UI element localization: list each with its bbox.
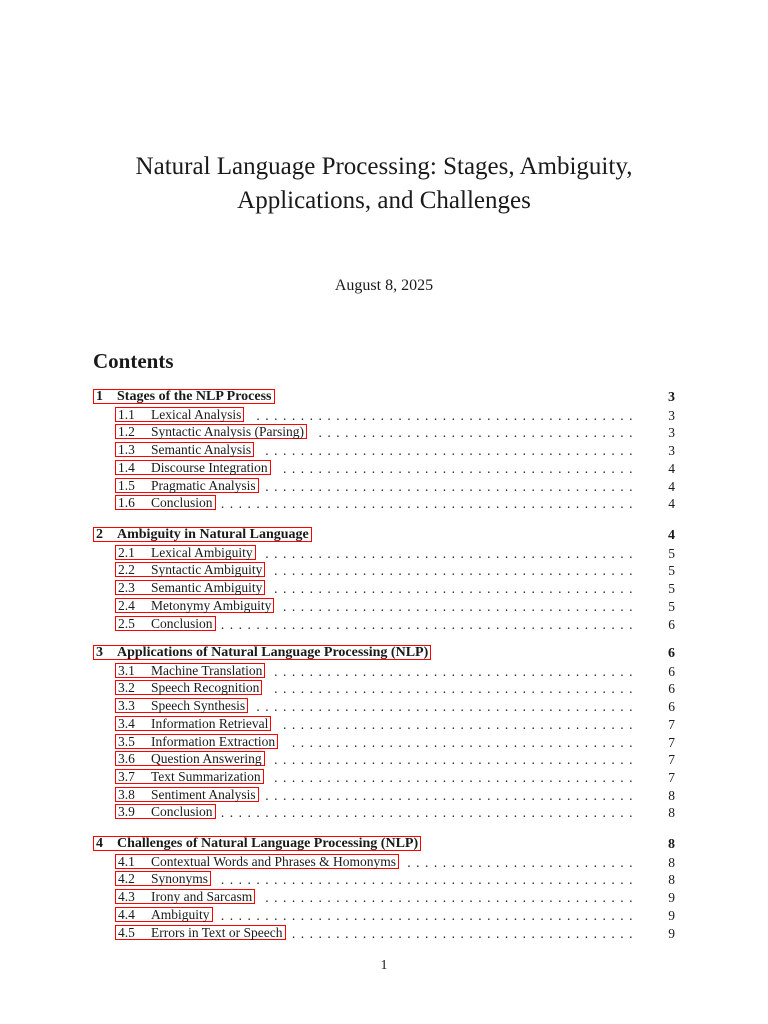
toc-entry-number: 1.4 bbox=[118, 459, 135, 475]
toc-entry-label: Syntactic Ambiguity bbox=[151, 562, 263, 578]
page-number: 1 bbox=[380, 958, 388, 973]
toc-entry-number: 4 bbox=[96, 836, 103, 851]
toc-entry-page: 8 bbox=[668, 854, 675, 870]
toc-subsection-row bbox=[0, 424, 768, 441]
toc-subsection-row bbox=[0, 804, 768, 821]
toc-entry-number: 3 bbox=[96, 645, 103, 660]
toc-dot-leader: .......................... bbox=[407, 854, 638, 870]
document-date: August 8, 2025 bbox=[334, 277, 434, 294]
toc-subsection-link[interactable] bbox=[115, 716, 271, 731]
toc-entry-page: 3 bbox=[668, 407, 675, 423]
toc-dot-leader: ............................................... bbox=[220, 805, 638, 821]
toc-subsection-link[interactable] bbox=[115, 804, 216, 819]
toc-subsection-row bbox=[0, 787, 768, 804]
document-title-line-2: Applications, and Challenges bbox=[237, 187, 531, 214]
toc-section-row bbox=[0, 836, 768, 853]
toc-subsection-link[interactable] bbox=[115, 562, 265, 577]
toc-dot-leader: ......................................... bbox=[274, 581, 638, 597]
toc-subsection-link[interactable] bbox=[115, 545, 256, 560]
document-title-line-1: Natural Language Processing: Stages, Ambiguity, bbox=[135, 153, 633, 180]
toc-entry-label: Pragmatic Analysis bbox=[151, 477, 256, 493]
toc-entry-page: 5 bbox=[668, 545, 675, 561]
toc-dot-leader: ....................................... bbox=[291, 925, 638, 941]
toc-entry-label: Applications of Natural Language Processing (NLP) bbox=[117, 645, 429, 660]
toc-subsection-row bbox=[0, 907, 768, 924]
toc-subsection-link[interactable] bbox=[115, 698, 248, 713]
toc-dot-leader: ........................................ bbox=[283, 460, 638, 476]
toc-dot-leader: ......................................... bbox=[274, 681, 638, 697]
toc-entry-number: 2.5 bbox=[118, 615, 135, 631]
toc-subsection-link[interactable] bbox=[115, 580, 265, 595]
toc-entry-number: 1.6 bbox=[118, 495, 135, 511]
toc-entry-number: 1.3 bbox=[118, 442, 135, 458]
toc-section-link[interactable] bbox=[93, 645, 431, 660]
toc-subsection-row bbox=[0, 889, 768, 906]
toc-section-link[interactable] bbox=[93, 527, 312, 542]
toc-entry-label: Semantic Analysis bbox=[151, 442, 252, 458]
toc-section-row bbox=[0, 645, 768, 662]
toc-entry-label: Information Extraction bbox=[151, 733, 276, 749]
toc-dot-leader: ........................................... bbox=[256, 407, 638, 423]
toc-entry-label: Conclusion bbox=[151, 804, 213, 820]
toc-subsection-link[interactable] bbox=[115, 424, 307, 439]
toc-entry-number: 3.5 bbox=[118, 733, 135, 749]
toc-entry-label: Ambiguity bbox=[151, 906, 210, 922]
toc-subsection-row bbox=[0, 734, 768, 751]
toc-entry-page: 4 bbox=[668, 496, 675, 512]
toc-subsection-row bbox=[0, 663, 768, 680]
toc-entry-number: 4.3 bbox=[118, 889, 135, 905]
toc-subsection-row bbox=[0, 925, 768, 942]
toc-section-row bbox=[0, 389, 768, 406]
toc-subsection-row bbox=[0, 545, 768, 562]
toc-entry-number: 2 bbox=[96, 527, 103, 542]
toc-dot-leader: ............................................... bbox=[220, 496, 638, 512]
toc-subsection-link[interactable] bbox=[115, 495, 216, 510]
toc-entry-page: 5 bbox=[668, 563, 675, 579]
toc-entry-label: Challenges of Natural Language Processing (NLP) bbox=[117, 836, 419, 851]
toc-dot-leader: .......................................... bbox=[265, 443, 638, 459]
toc-subsection-link[interactable] bbox=[115, 734, 278, 749]
toc-entry-number: 1.2 bbox=[118, 424, 135, 440]
toc-subsection-row bbox=[0, 698, 768, 715]
toc-subsection-link[interactable] bbox=[115, 769, 264, 784]
toc-subsection-row bbox=[0, 871, 768, 888]
toc-entry-label: Sentiment Analysis bbox=[151, 786, 256, 802]
toc-subsection-row bbox=[0, 580, 768, 597]
toc-dot-leader: .................................... bbox=[318, 425, 638, 441]
toc-entry-number: 3.8 bbox=[118, 786, 135, 802]
toc-subsection-row bbox=[0, 495, 768, 512]
toc-entry-label: Syntactic Analysis (Parsing) bbox=[151, 424, 304, 440]
toc-entry-page: 6 bbox=[668, 663, 675, 679]
toc-subsection-link[interactable] bbox=[115, 663, 265, 678]
toc-entry-number: 1.5 bbox=[118, 477, 135, 493]
toc-section-link[interactable] bbox=[93, 836, 421, 851]
toc-subsection-row bbox=[0, 769, 768, 786]
toc-subsection-link[interactable] bbox=[115, 478, 259, 493]
toc-subsection-row bbox=[0, 716, 768, 733]
toc-entry-number: 4.4 bbox=[118, 906, 135, 922]
toc-subsection-row bbox=[0, 442, 768, 459]
toc-dot-leader: .......................................... bbox=[265, 545, 638, 561]
toc-entry-number: 2.2 bbox=[118, 562, 135, 578]
toc-entry-label: Discourse Integration bbox=[151, 459, 268, 475]
toc-entry-label: Lexical Ambiguity bbox=[151, 544, 253, 560]
toc-entry-page: 8 bbox=[668, 872, 675, 888]
toc-subsection-link[interactable] bbox=[115, 751, 265, 766]
toc-dot-leader: .......................................... bbox=[265, 478, 638, 494]
toc-entry-page: 7 bbox=[668, 752, 675, 768]
toc-entry-number: 2.3 bbox=[118, 580, 135, 596]
toc-dot-leader: .......................................... bbox=[265, 890, 638, 906]
toc-entry-page: 6 bbox=[668, 699, 675, 715]
toc-subsection-link[interactable] bbox=[115, 871, 211, 886]
toc-dot-leader: ......................................... bbox=[274, 563, 638, 579]
toc-entry-number: 3.1 bbox=[118, 662, 135, 678]
toc-entry-page: 3 bbox=[668, 390, 675, 405]
toc-subsection-row bbox=[0, 562, 768, 579]
toc-entry-label: Semantic Ambiguity bbox=[151, 580, 263, 596]
toc-dot-leader: ............................................... bbox=[220, 907, 638, 923]
toc-subsection-link[interactable] bbox=[115, 460, 271, 475]
toc-entry-label: Text Summarization bbox=[151, 768, 261, 784]
toc-entry-number: 4.2 bbox=[118, 871, 135, 887]
toc-entry-page: 7 bbox=[668, 734, 675, 750]
toc-subsection-row bbox=[0, 598, 768, 615]
toc-entry-number: 1.1 bbox=[118, 406, 135, 422]
contents-heading: Contents bbox=[93, 349, 174, 373]
toc-entry-label: Information Retrieval bbox=[151, 715, 269, 731]
toc-entry-page: 7 bbox=[668, 769, 675, 785]
toc-entry-label: Errors in Text or Speech bbox=[151, 924, 283, 940]
toc-entry-page: 3 bbox=[668, 425, 675, 441]
toc-subsection-row bbox=[0, 460, 768, 477]
toc-dot-leader: ............................................... bbox=[220, 616, 638, 632]
toc-entry-number: 2.4 bbox=[118, 597, 135, 613]
toc-dot-leader: ............................................... bbox=[220, 872, 638, 888]
toc-entry-page: 3 bbox=[668, 443, 675, 459]
toc-dot-leader: .......................................... bbox=[265, 787, 638, 803]
toc-entry-page: 4 bbox=[668, 460, 675, 476]
toc-section-row bbox=[0, 527, 768, 544]
toc-section-link[interactable] bbox=[93, 389, 275, 404]
toc-entry-page: 5 bbox=[668, 598, 675, 614]
toc-entry-number: 3.7 bbox=[118, 768, 135, 784]
toc-entry-label: Machine Translation bbox=[151, 662, 263, 678]
toc-entry-page: 6 bbox=[668, 616, 675, 632]
toc-entry-number: 3.4 bbox=[118, 715, 135, 731]
toc-entry-number: 3.9 bbox=[118, 804, 135, 820]
toc-entry-number: 3.3 bbox=[118, 698, 135, 714]
toc-dot-leader: ......................................... bbox=[274, 663, 638, 679]
toc-entry-page: 6 bbox=[668, 681, 675, 697]
toc-entry-page: 9 bbox=[668, 907, 675, 923]
toc-entry-label: Irony and Sarcasm bbox=[151, 889, 253, 905]
toc-subsection-link[interactable] bbox=[115, 680, 262, 695]
toc-entry-number: 1 bbox=[96, 389, 103, 404]
toc-entry-page: 9 bbox=[668, 890, 675, 906]
toc-subsection-row bbox=[0, 407, 768, 424]
toc-dot-leader: ....................................... bbox=[291, 734, 638, 750]
toc-subsection-link[interactable] bbox=[115, 787, 259, 802]
toc-entry-label: Lexical Analysis bbox=[151, 406, 242, 422]
toc-entry-label: Stages of the NLP Process bbox=[117, 389, 272, 404]
toc-subsection-row bbox=[0, 854, 768, 871]
toc-subsection-link[interactable] bbox=[115, 442, 254, 457]
toc-subsection-link[interactable] bbox=[115, 854, 399, 869]
toc-subsection-row bbox=[0, 616, 768, 633]
toc-entry-number: 4.1 bbox=[118, 853, 135, 869]
toc-subsection-link[interactable] bbox=[115, 907, 213, 922]
toc-subsection-link[interactable] bbox=[115, 616, 216, 631]
toc-subsection-link[interactable] bbox=[115, 889, 255, 904]
toc-entry-page: 4 bbox=[668, 528, 675, 543]
toc-entry-label: Speech Recognition bbox=[151, 680, 260, 696]
toc-entry-label: Contextual Words and Phrases & Homonyms bbox=[151, 853, 397, 869]
toc-dot-leader: ........................................... bbox=[256, 699, 638, 715]
toc-entry-label: Question Answering bbox=[151, 751, 262, 767]
toc-dot-leader: ......................................... bbox=[274, 752, 638, 768]
toc-entry-label: Conclusion bbox=[151, 495, 213, 511]
toc-entry-label: Ambiguity in Natural Language bbox=[117, 527, 309, 542]
toc-entry-number: 3.2 bbox=[118, 680, 135, 696]
toc-entry-label: Conclusion bbox=[151, 615, 213, 631]
toc-entry-page: 8 bbox=[668, 787, 675, 803]
toc-dot-leader: ......................................... bbox=[274, 769, 638, 785]
toc-entry-page: 7 bbox=[668, 716, 675, 732]
toc-subsection-link[interactable] bbox=[115, 925, 286, 940]
toc-subsection-row bbox=[0, 478, 768, 495]
toc-entry-number: 3.6 bbox=[118, 751, 135, 767]
toc-subsection-row bbox=[0, 751, 768, 768]
toc-entry-page: 5 bbox=[668, 581, 675, 597]
toc-entry-number: 4.5 bbox=[118, 924, 135, 940]
toc-entry-label: Metonymy Ambiguity bbox=[151, 597, 272, 613]
toc-dot-leader: ........................................ bbox=[283, 716, 638, 732]
toc-subsection-link[interactable] bbox=[115, 407, 244, 422]
toc-dot-leader: ........................................ bbox=[283, 598, 638, 614]
toc-entry-page: 4 bbox=[668, 478, 675, 494]
toc-entry-label: Speech Synthesis bbox=[151, 698, 246, 714]
toc-entry-page: 8 bbox=[668, 837, 675, 852]
toc-entry-label: Synonyms bbox=[151, 871, 209, 887]
toc-subsection-row bbox=[0, 680, 768, 697]
toc-entry-page: 6 bbox=[668, 646, 675, 661]
toc-entry-number: 2.1 bbox=[118, 544, 135, 560]
toc-subsection-link[interactable] bbox=[115, 598, 274, 613]
toc-entry-page: 9 bbox=[668, 925, 675, 941]
toc-entry-page: 8 bbox=[668, 805, 675, 821]
